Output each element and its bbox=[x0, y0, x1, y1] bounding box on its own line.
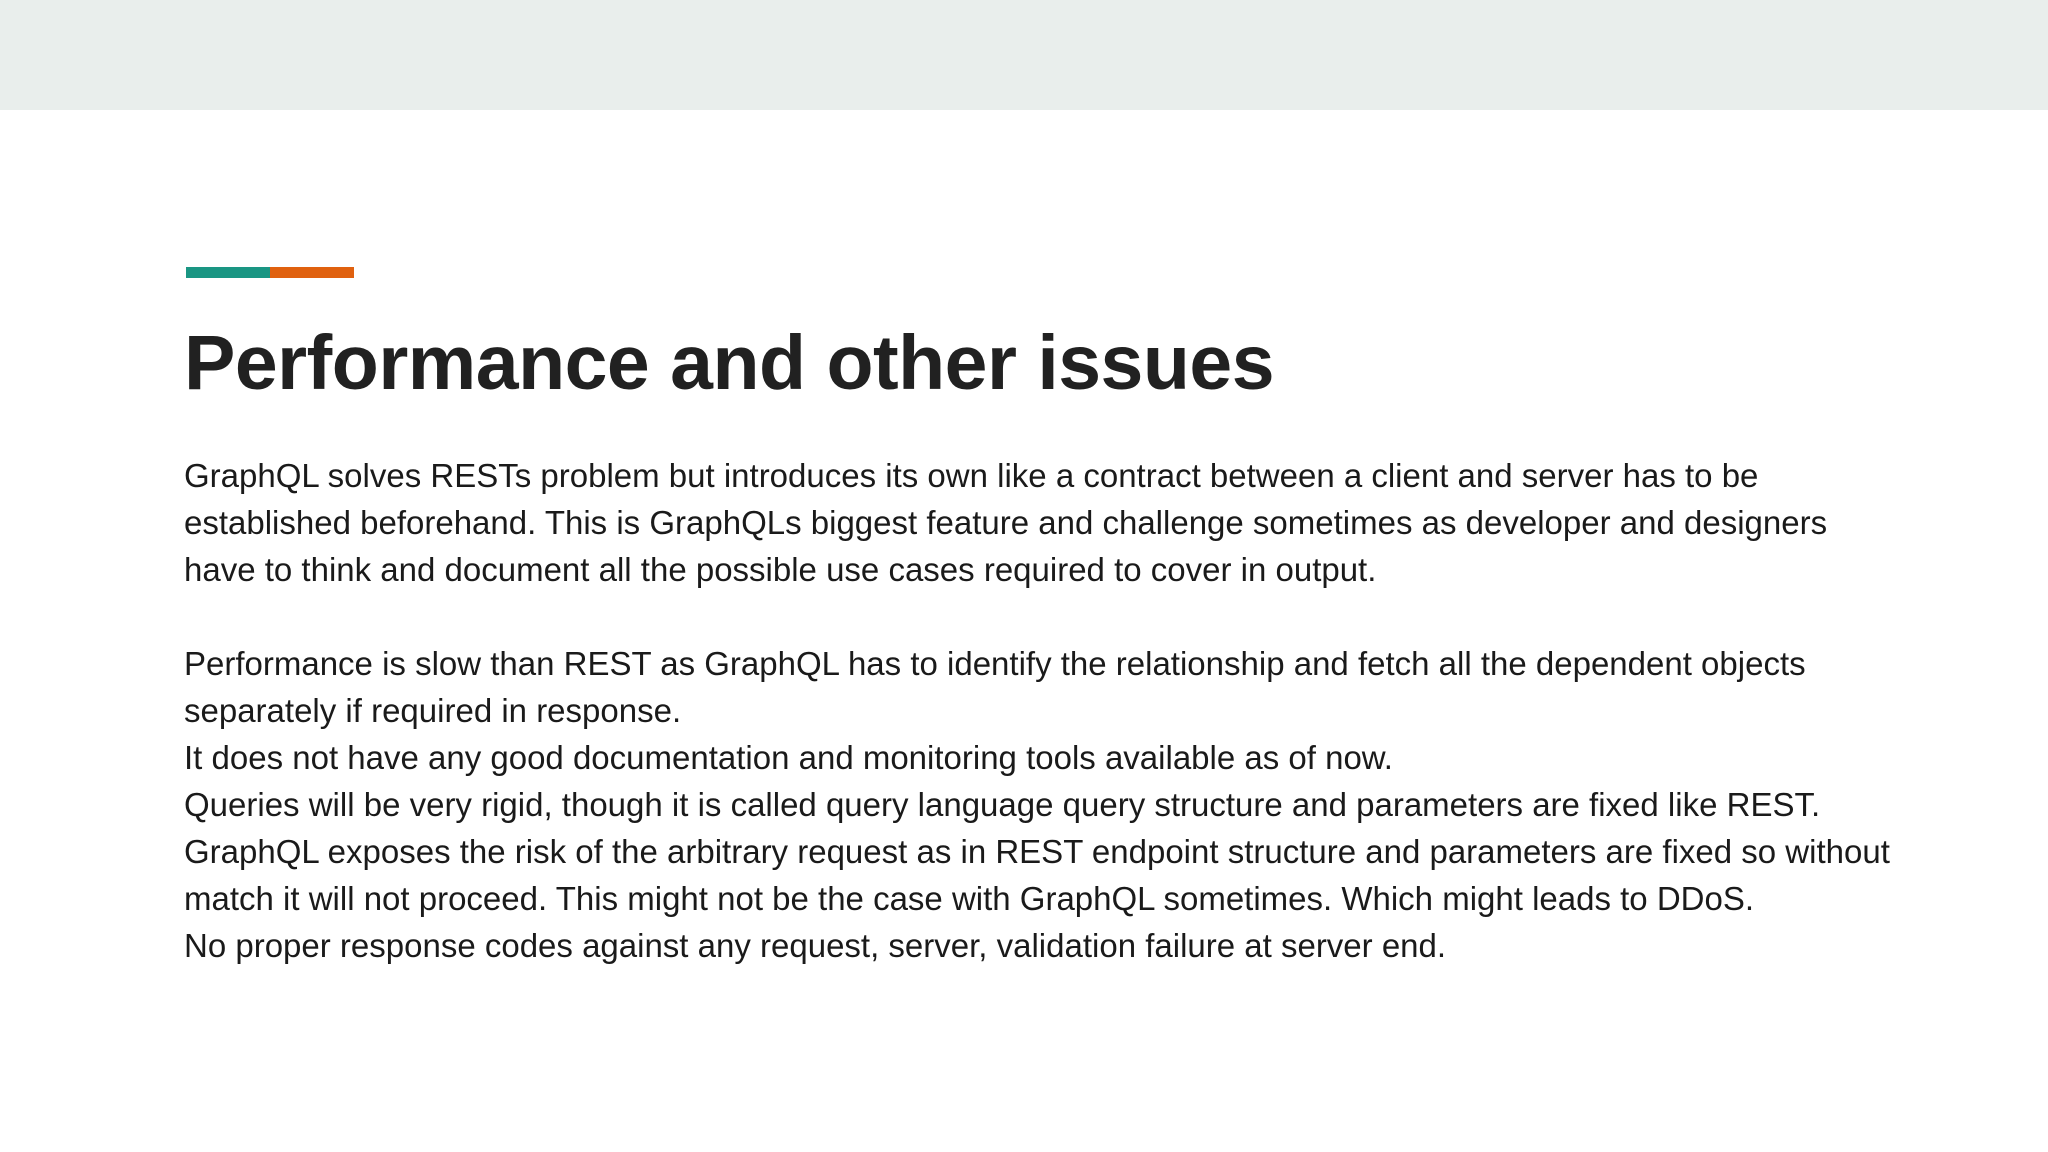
body-line: No proper response codes against any request, server, validation failure at server end. bbox=[184, 927, 1447, 964]
body-line: Performance is slow than REST as GraphQL has to identify the relationship and fetch all the dependent objects bbox=[184, 645, 1806, 682]
body-line: GraphQL solves RESTs problem but introduces its own like a contract between a client and server has to be bbox=[184, 457, 1759, 494]
body-line: match it will not proceed. This might not be the case with GraphQL sometimes. Which might leads to DDoS. bbox=[184, 880, 1755, 917]
paragraph-spacer bbox=[184, 593, 1984, 640]
body-line: GraphQL exposes the risk of the arbitrary request as in REST endpoint structure and parameters are fixed so without bbox=[184, 833, 1890, 870]
body-line: separately if required in response. bbox=[184, 692, 682, 729]
body-line: Queries will be very rigid, though it is called query language query structure and parameters are fixed like REST. bbox=[184, 786, 1821, 823]
header-band bbox=[0, 0, 2048, 110]
title-accent-bar bbox=[186, 267, 354, 278]
accent-segment-teal bbox=[186, 267, 270, 278]
slide-body bbox=[184, 452, 1984, 969]
body-line: have to think and document all the possible use cases required to cover in output. bbox=[184, 551, 1377, 588]
body-line: established beforehand. This is GraphQLs biggest feature and challenge sometimes as developer and designers bbox=[184, 504, 1828, 541]
body-line: It does not have any good documentation and monitoring tools available as of now. bbox=[184, 739, 1393, 776]
slide-title: Performance and other issues bbox=[184, 320, 1275, 406]
accent-segment-orange bbox=[270, 267, 354, 278]
